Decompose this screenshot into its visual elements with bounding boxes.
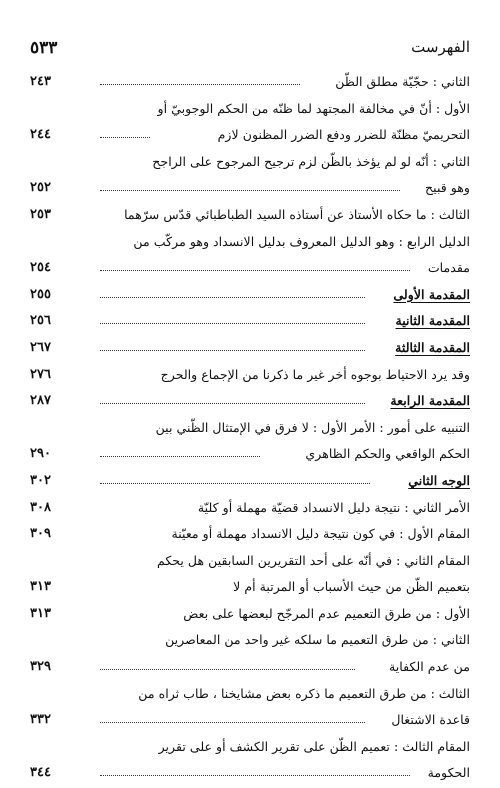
toc-entry: [30, 522, 470, 549]
toc-entry-text: وهو قبيح: [425, 180, 470, 196]
toc-entry-text: الأول : من طرق التعميم عدم المرجّح لبعضها على بعض: [183, 605, 470, 621]
dot-leader: [100, 483, 370, 484]
toc-entry-page: ٣٣٢: [30, 712, 51, 728]
toc-entry-page: ٢٥٦: [30, 313, 51, 329]
toc-entry-page: ٢٦٧: [30, 339, 51, 355]
toc-entry-page: ٢٨٧: [30, 393, 51, 409]
toc-entry: [30, 469, 470, 496]
dot-leader: [100, 403, 365, 404]
toc-entry-page: ٣٤٤: [30, 765, 51, 781]
toc-entry-text: المقدمة الثانية: [395, 313, 470, 329]
dot-leader: [100, 270, 410, 271]
toc-entry: [30, 442, 470, 469]
toc-entry-text: الثاني : من طرق التعميم ما سلكه غير واحد من المعاصرين: [165, 632, 470, 648]
toc-entry: [30, 363, 470, 390]
toc-entry-text: المقام الثالث : تعميم الظّن على تقرير الكشف أو على تقرير: [158, 738, 470, 754]
toc-entry-text: الدليل الرابع : وهو الدليل المعروف بدليل الانسداد وهو مركّب من: [133, 233, 470, 249]
toc-entry-page: ٣١٣: [30, 605, 51, 621]
dot-leader: [100, 350, 365, 351]
toc-entry-page: ٢٥٥: [30, 286, 51, 302]
toc-entry-text: الوجه الثاني: [408, 472, 470, 488]
dot-leader: [100, 323, 365, 324]
toc-entry: [30, 761, 470, 788]
toc-entry-page: ٣٠٩: [30, 526, 51, 542]
toc-entry: [30, 416, 470, 443]
toc-entry-text: الحكومة: [427, 765, 470, 781]
toc-entry-page: ٢٤٤: [30, 127, 51, 143]
toc-entry-text: الحكم الواقعي والحكم الظاهري: [305, 446, 470, 462]
toc-entry: [30, 602, 470, 629]
toc-entry-text: الأمر الثاني : نتيجة دليل الانسداد قضيّة مهملة أو كليّة: [197, 499, 470, 515]
toc-entry-text: الثاني : حجّيّة مطلق الظّن: [335, 74, 470, 89]
dot-leader: [100, 775, 410, 776]
dot-leader: [100, 84, 300, 85]
page-header: [30, 38, 470, 60]
toc-entry-page: ٢٥٤: [30, 260, 51, 276]
toc-entry-page: ٢٥٢: [30, 180, 51, 196]
toc-entry: [30, 655, 470, 682]
toc-entry: [30, 708, 470, 735]
toc-entry: [30, 496, 470, 523]
toc-entry-page: ٣٠٢: [30, 472, 51, 488]
toc-entry-text: بتعميم الظّن من حيث الأسباب أو المرتبة أم لا: [233, 579, 470, 595]
toc-entry-page: ٣٠٨: [30, 499, 51, 515]
dot-leader: [100, 722, 365, 723]
toc-entry-text: مقدمات: [427, 260, 470, 276]
toc-entry-page: ٢٧٦: [30, 366, 51, 382]
toc-entry-text: وقد يرد الاحتياط بوجوه أخر غير ما ذكرنا من الإجماع والحرج: [160, 366, 470, 382]
toc-entry-text: الثالث : من طرق التعميم ما ذكره بعض مشايخنا ، طاب ثراه من: [138, 685, 470, 701]
toc-entry: [30, 150, 470, 177]
dot-leader: [100, 190, 400, 191]
toc-entry-text: الثاني : أنّه لو لم يؤخذ بالظّن لزم ترجيح المرجوح على الراجح: [152, 153, 470, 169]
dot-leader: [100, 456, 260, 457]
dot-leader: [100, 297, 365, 298]
toc-entry: [30, 283, 470, 310]
toc-entry: [30, 176, 470, 203]
toc-entry-page: ٣١٣: [30, 579, 51, 595]
toc-entry: [30, 256, 470, 283]
toc-entry-text: المقدمة الثالثة: [395, 339, 470, 355]
toc-entry-page: ٢٩٠: [30, 446, 51, 462]
toc-entry-text: المقدمة الرابعة: [390, 393, 470, 409]
toc-entry: [30, 230, 470, 257]
toc-entry-page: ٣٢٩: [30, 659, 51, 675]
toc-entry: [30, 682, 470, 709]
toc-entry-text: من عدم الكفاية: [388, 659, 470, 675]
toc-entry-text: الأول : أنّ في مخالفة المجتهد لما ظنّه من الحكم الوجوبيّ أو: [157, 100, 470, 116]
page-number: ٥٣٣: [30, 38, 58, 58]
toc-entry-text: قاعدة الاشتغال: [391, 712, 470, 728]
toc-entry-text: التنبيه على أمور : الأمر الأول : لا فرق في الإمتثال الظّني بين: [155, 419, 470, 435]
toc-entry-text: المقام الأول : في كون نتيجة دليل الانسداد مهملة أو معيّنة: [171, 526, 470, 542]
toc-entry-page: ٢٥٣: [30, 206, 51, 222]
toc-entry-text: التحريميّ مظنّة للضرر ودفع الضرر المظنون لازم: [217, 127, 470, 143]
toc-entry: [30, 203, 470, 230]
toc-entry-text: المقام الثاني : في أنّه على أحد التقريرين السابقين هل يحكم: [156, 552, 470, 568]
toc-entry-text: المقدمة الأولى: [393, 286, 470, 302]
toc-entry-text: الثالث : ما حكاه الأستاذ عن أستاذه السيد الطباطبائي قدّس سرّهما: [124, 206, 470, 222]
toc-entry: [30, 309, 470, 336]
toc-entry: [30, 389, 470, 416]
toc-entry: [30, 735, 470, 762]
page-title: الفهرست: [411, 38, 470, 56]
dot-leader: [100, 137, 150, 138]
toc-entry: [30, 336, 470, 363]
toc-entry: [30, 549, 470, 576]
table-of-contents: [30, 70, 470, 788]
toc-entry: [30, 70, 470, 97]
toc-entry-page: ٢٤٣: [30, 74, 51, 89]
toc-entry: [30, 123, 470, 150]
dot-leader: [100, 669, 355, 670]
toc-entry: [30, 575, 470, 602]
toc-entry: [30, 628, 470, 655]
toc-entry: [30, 97, 470, 124]
